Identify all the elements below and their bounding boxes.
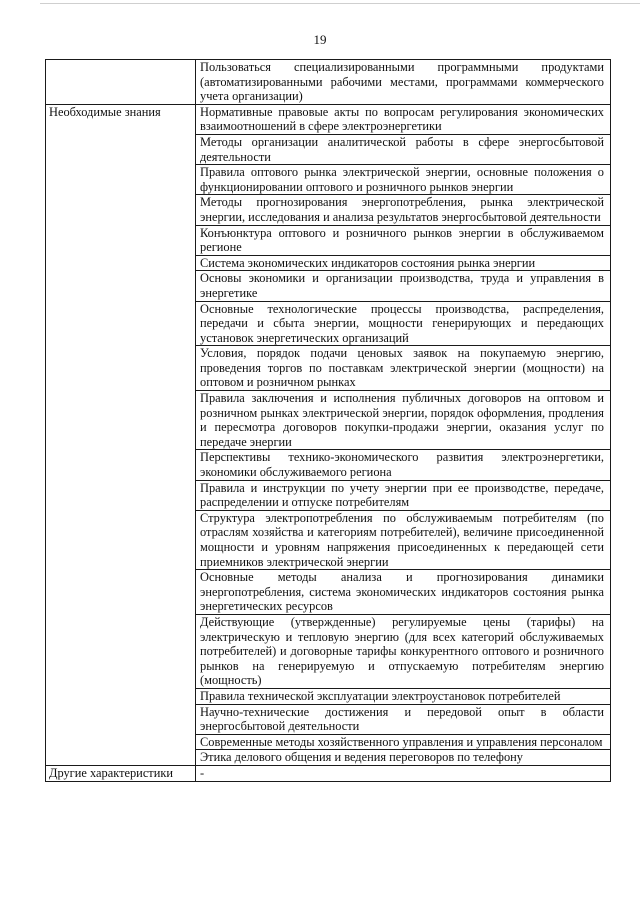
knowledge-item-cell: Правила заключения и исполнения публичных договоров на оптовом и розничном рынках электрической энергии, порядок оформления, продления и пересмотра договоров покупки-продажи энергии, оказания услуг по передаче энергии bbox=[196, 391, 611, 450]
top-border-line bbox=[40, 3, 640, 4]
knowledge-item-cell: Правила и инструкции по учету энергии при ее производстве, передаче, распределении и отпуске потребителям bbox=[196, 480, 611, 510]
knowledge-item-cell: Научно-технические достижения и передовой опыт в области энергосбытовой деятельности bbox=[196, 704, 611, 734]
knowledge-item-cell: Этика делового общения и ведения переговоров по телефону bbox=[196, 750, 611, 766]
knowledge-item-cell: Действующие (утвержденные) регулируемые цены (тарифы) на электрическую и тепловую энергию (для всех категорий обслуживаемых потребителей) и договорные тарифы конкурентного оптового и розничного рынков на генерируемую и отпускаемую потребителям энергию (мощность) bbox=[196, 614, 611, 688]
knowledge-item-cell: Современные методы хозяйственного управления и управления персоналом bbox=[196, 734, 611, 750]
knowledge-label-cell: Необходимые знания bbox=[46, 104, 196, 765]
knowledge-item-cell: Методы организации аналитической работы в сфере энергосбытовой деятельности bbox=[196, 134, 611, 164]
knowledge-item-cell: Основы экономики и организации производства, труда и управления в энергетике bbox=[196, 271, 611, 301]
knowledge-item-cell: Перспективы технико-экономического развития электроэнергетики, экономики обслуживаемого региона bbox=[196, 450, 611, 480]
knowledge-item-cell: Правила оптового рынка электрической энергии, основные положения о функционировании оптового и розничного рынков энергии bbox=[196, 165, 611, 195]
knowledge-item-cell: Условия, порядок подачи ценовых заявок на покупаемую энергию, проведения торгов по поставкам электрической энергии (мощности) на оптовом и розничном рынках bbox=[196, 346, 611, 391]
table-row bbox=[46, 765, 611, 781]
qualification-table bbox=[45, 59, 611, 782]
knowledge-item-cell: Нормативные правовые акты по вопросам регулирования экономических взаимоотношений в сфере электроэнергетики bbox=[196, 104, 611, 134]
skill-item-cell: Пользоваться специализированными программными продуктами (автоматизированными рабочими местами, программами коммерческого учета организации) bbox=[196, 60, 611, 105]
knowledge-item-cell: Система экономических индикаторов состояния рынка энергии bbox=[196, 255, 611, 271]
knowledge-item-cell: Методы прогнозирования энергопотребления, рынка электрической энергии, исследования и анализа результатов энергосбытовой деятельности bbox=[196, 195, 611, 225]
knowledge-item-cell: Правила технической эксплуатации электроустановок потребителей bbox=[196, 688, 611, 704]
table-row bbox=[46, 104, 611, 134]
other-characteristics-value-cell: - bbox=[196, 765, 611, 781]
empty-label-cell bbox=[46, 60, 196, 105]
knowledge-item-cell: Конъюнктура оптового и розничного рынков энергии в обслуживаемом регионе bbox=[196, 225, 611, 255]
knowledge-item-cell: Основные методы анализа и прогнозирования динамики энергопотребления, система экономических индикаторов состояния рынка энергетических ресурсов bbox=[196, 570, 611, 615]
table-row bbox=[46, 60, 611, 105]
page-number: 19 bbox=[313, 32, 327, 47]
knowledge-item-cell: Основные технологические процессы производства, распределения, передачи и сбыта энергии, мощности генерирующих и передающих установок энергетических организаций bbox=[196, 301, 611, 346]
knowledge-item-cell: Структура электропотребления по обслуживаемым потребителям (по отраслям хозяйства и категориям потребителей), величине присоединенной мощности и уровням напряжения присоединенных к передающей сети приемников электрической энергии bbox=[196, 510, 611, 569]
other-characteristics-label-cell: Другие характеристики bbox=[46, 765, 196, 781]
